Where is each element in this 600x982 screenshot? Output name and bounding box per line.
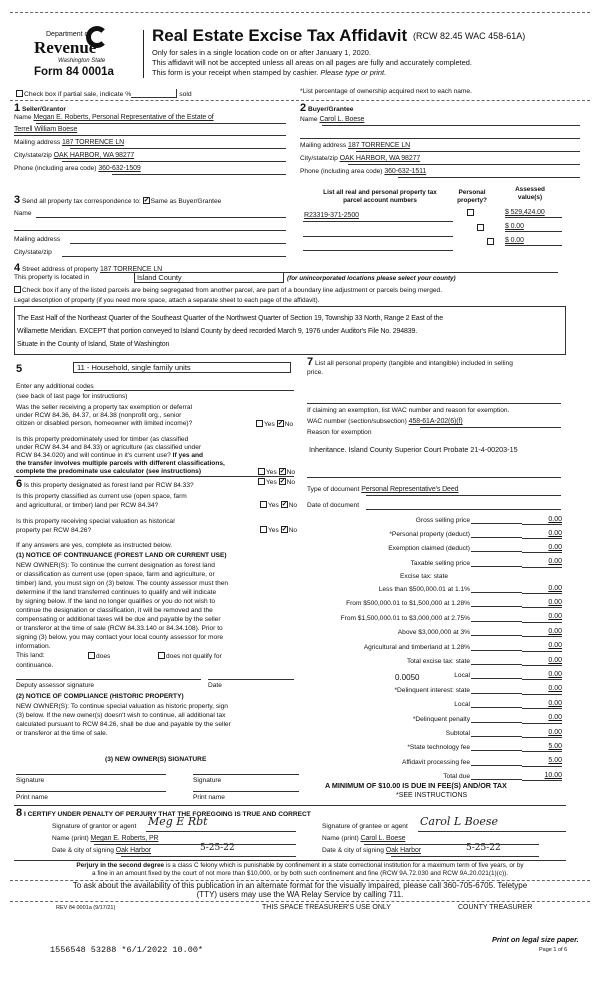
tax-label: *Delinquent penalty [412,715,470,723]
tax-label: Total excise tax: state [406,658,470,666]
grantor-city[interactable]: Oak Harbor [115,847,151,854]
buyer-mail[interactable]: 187 TORRENCE LN [348,142,411,149]
tax-row [300,543,562,553]
wac-number[interactable]: 458-61A-202(6)(f) [408,418,463,425]
notice-text: information. [16,643,51,650]
logo-mark-icon [86,26,108,48]
personal-property-checkbox-1[interactable] [467,209,474,216]
tax-label: Gross selling price [415,517,470,525]
tax-value[interactable]: 0.00 [522,613,562,622]
form-title: Real Estate Excise Tax Affidavit [152,26,408,45]
current-use-yes-checkbox[interactable] [260,501,267,508]
document-type[interactable]: Personal Representative's Deed [361,486,459,493]
tax-value[interactable]: 0.00 [522,544,562,553]
tax-row [300,515,562,525]
notice-text: NEW OWNER(S): To continue special valuation as historic property, sign [16,703,228,710]
tax-value[interactable]: 0.00 [522,628,562,637]
buyer-phone[interactable]: 360-632-1511 [384,168,427,175]
personal-property-checkbox-3[interactable] [487,238,494,245]
tax-label: Less than $500,000.01 at 1.1% [378,586,470,594]
tax-value[interactable]: 0.00 [522,585,562,594]
notice-text: determine if the land transferred continues to qualify and will indicate [16,589,217,596]
tax-row [300,529,562,539]
tax-row [300,670,562,680]
segregate-checkbox[interactable] [14,286,21,293]
grantor-signature[interactable]: Meg E Rbt [148,815,208,828]
tax-label: From $1,500,000.01 to $3,000,000 at 2.75% [340,614,470,622]
tax-label: Total due [443,773,470,781]
tax-row [300,685,562,695]
street-address[interactable]: 187 TORRENCE LN [100,266,163,273]
seller-city[interactable]: OAK HARBOR, WA 98277 [53,152,135,159]
recording-stamp: 1556548 53288 *6/1/2022 10.00* [50,945,204,955]
tax-value[interactable]: 0.00 [522,530,562,539]
notice-text: (3) below. If the new owner(s) doesn't wish to continue, all additional tax [16,712,226,719]
grantee-date[interactable]: 5-25-22 [466,843,501,853]
buyer-name[interactable]: Carol L. Boese [319,116,365,123]
notice-text: calculated pursuant to RCW 84.26, shall be due and payable by the seller [16,721,231,728]
tax-row [300,627,562,637]
notice-text: or transferor at the time of sale (RCW 84.33.140 or 84.34.108). Prior to [16,625,223,632]
tax-value[interactable]: 5.00 [522,743,562,752]
tax-row [300,728,562,738]
assessed-value-2[interactable]: $ 0.00 [505,223,562,232]
tax-label: Local [454,701,470,709]
notice-text: timber) land, you must sign on (3) below. The county assessor must then [16,580,229,587]
tax-label: Taxable selling price [410,559,470,567]
tax-label: Above $3,000,000 at 3% [397,629,470,637]
assessed-value-1[interactable]: $ 529,424.00 [505,209,562,218]
tax-label: From $500,000.01 to $1,500,000 at 1.28% [346,600,470,608]
exemption-yes-checkbox[interactable] [256,420,263,427]
land-use-code-select[interactable]: 11 - Household, single family units [73,362,291,373]
timber-no-checkbox[interactable] [279,468,286,475]
tax-value[interactable]: 10.00 [522,772,562,781]
tax-row [300,598,562,608]
seller-mail[interactable]: 187 TORRENCE LN [62,139,125,146]
historic-yes-checkbox[interactable] [260,526,267,533]
tax-value[interactable]: 0.00 [522,657,562,666]
seller-phone[interactable]: 360-632-1509 [98,165,141,172]
tax-row [300,742,562,752]
tax-value[interactable]: 0.00 [522,671,562,680]
notice-text: or transferor at the time of sale. [16,730,108,737]
tax-label: Exemption claimed (deduct) [388,545,470,553]
tax-row [300,642,562,652]
same-as-buyer-checkbox[interactable] [143,197,150,204]
seller-name-2[interactable]: Terrell William Boese [14,126,78,133]
does-qualify-checkbox[interactable] [88,652,95,659]
tax-label: *Delinquent interest: state [394,686,470,694]
tax-row [300,613,562,623]
exemption-reason[interactable]: Inheritance. Island County Superior Court Probate 21-4-00203-15 [309,445,518,454]
grantor-print-name[interactable]: Megan E. Roberts, PR [90,835,159,842]
assessed-value-3[interactable]: $ 0.00 [505,237,562,246]
seller-name[interactable]: Megan E. Roberts, Personal Representative of the Estate of [33,114,214,121]
forest-no-checkbox[interactable] [279,478,286,485]
county-select[interactable]: Island County [134,272,284,283]
tax-row [300,558,562,568]
tax-label: Subtotal [445,730,470,738]
tax-value[interactable]: 0.00 [522,729,562,738]
grantee-signature[interactable]: Carol L Boese [420,815,499,828]
exemption-no-checkbox[interactable] [277,420,284,427]
tax-value[interactable]: 0.00 [522,685,562,694]
buyer-city[interactable]: OAK HARBOR, WA 98277 [339,155,421,162]
notice-text: signing (3) below, you may contact your local county assessor for more [16,634,224,641]
historic-no-checkbox[interactable] [281,526,288,533]
tax-value[interactable]: 0.00 [522,599,562,608]
notice-text: NEW OWNER(S): To continue the current designation as forest land [16,562,215,569]
tax-row [300,771,562,781]
tax-value[interactable]: 0.00 [522,714,562,723]
tax-value[interactable]: 0.00 [522,700,562,709]
grantee-print-name[interactable]: Carol L. Boese [360,835,406,842]
tax-value[interactable]: 5.00 [522,757,562,766]
local-rate: 0.0050 [395,673,420,682]
grantee-city[interactable]: Oak Harbor [385,847,421,854]
tax-row [300,699,562,709]
legal-description-box[interactable]: The East Half of the Northeast Quarter of the Southeast Quarter of the Northwest Quarter of Section 19, Township 33 North, Range 2 East of the Willamette Meridian. EXCEPT that portion conveyed to Island County by deed recorded March 9, 1976 under Auditor's File No. 294839. Situate in the County of Island, State of Washington [14,306,566,355]
notice-text: compensating or additional taxes will be due and payable by the seller [16,616,221,623]
forest-yes-checkbox[interactable] [258,478,265,485]
tax-row [300,714,562,724]
tax-row [300,656,562,666]
tax-label: *Personal property (deduct) [389,531,470,539]
tax-label: Agricultural and timberland at 1.28% [363,643,470,651]
notice-text: by signing below. If the land no longer qualifies or you do not wish to [16,598,216,605]
personal-property-checkbox-2[interactable] [477,224,484,231]
tax-value[interactable]: 0.00 [522,642,562,651]
does-not-qualify-checkbox[interactable] [158,652,165,659]
tax-label: Affidavit processing fee [401,758,470,766]
timber-yes-checkbox[interactable] [258,468,265,475]
tax-label: Local [454,672,470,680]
grantor-date[interactable]: 5-25-22 [200,843,235,853]
parcel-number-1[interactable]: R23319-371-2500 [304,212,359,219]
tax-row [300,584,562,594]
tax-label: *State technology fee [407,744,470,752]
notice-text: continue the designation or classification, it will be removed and the [16,607,213,614]
tax-row [300,757,562,767]
tax-value[interactable]: 0.00 [522,558,562,567]
partial-percent-input[interactable] [131,89,177,98]
notice-text: or classification as current use (open space, farm and agriculture, or [16,571,215,578]
tax-value[interactable]: 0.00 [522,516,562,525]
current-use-no-checkbox[interactable] [281,501,288,508]
partial-sale-checkbox[interactable] [16,90,23,97]
